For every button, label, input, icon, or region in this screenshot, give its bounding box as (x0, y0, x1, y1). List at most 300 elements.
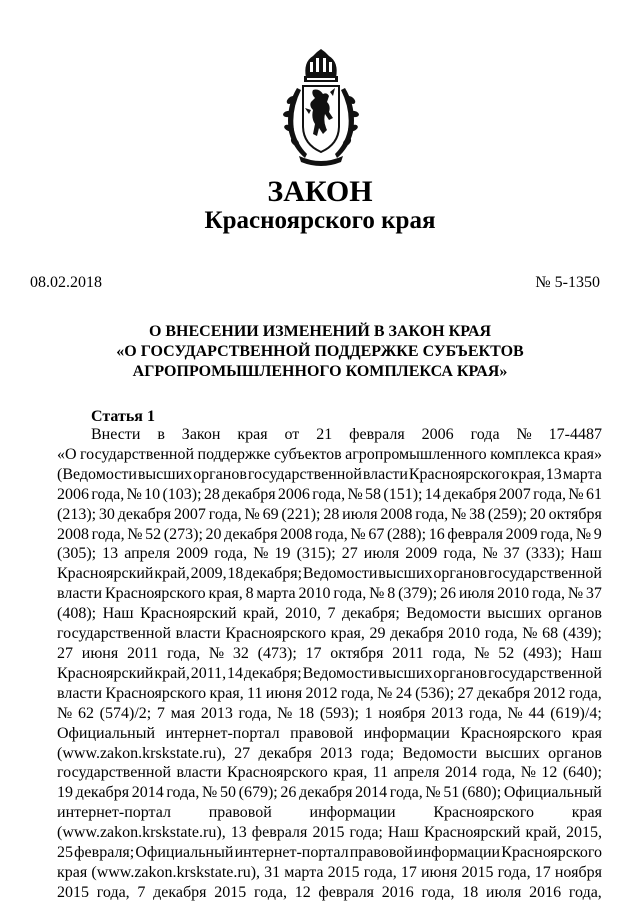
body-word: правовой (208, 804, 272, 822)
krasnoyarsk-coat-of-arms-icon (283, 48, 359, 170)
body-word: высших (487, 605, 542, 623)
body-line (57, 604, 602, 624)
body-word: № (244, 505, 260, 523)
body-word: июля (458, 585, 495, 603)
body-word: года, (482, 764, 516, 782)
body-word: июля (363, 545, 400, 563)
body-word: 8 (387, 585, 396, 603)
body-line (57, 803, 602, 823)
body-word: Ведомости (302, 565, 378, 583)
article-title: Статья 1 (91, 408, 155, 425)
body-word: Ведомости (302, 664, 378, 682)
body-word: года, (340, 684, 374, 702)
body-word: ноября (378, 704, 426, 722)
body-word: 31 (264, 863, 281, 881)
body-word: органов (433, 664, 488, 682)
body-word: интернет-портал (234, 844, 349, 862)
body-word: Закон (181, 426, 221, 443)
body-word: декабря (75, 784, 130, 802)
body-word: 52 (145, 525, 162, 543)
body-word: 2007 (498, 485, 531, 503)
body-word: Официальный (503, 784, 602, 802)
body-word: (103); (162, 485, 202, 503)
body-word: 19 (57, 784, 73, 802)
body-word: 20 (205, 525, 222, 543)
body-word: высших (378, 664, 433, 682)
body-word: интернет-портал (57, 804, 171, 822)
body-word: 2011 (392, 644, 424, 662)
body-word: 2015, (565, 824, 602, 842)
body-word: года, (533, 485, 567, 503)
body-word: 11 (247, 684, 263, 702)
body-word: октября (548, 505, 602, 523)
body-word: 2009 (505, 525, 538, 543)
body-word: года; (360, 744, 395, 762)
body-word: № (253, 545, 269, 563)
body-word: Наш (570, 545, 602, 563)
body-word: декабря (224, 525, 278, 543)
body-word: 14 (424, 485, 441, 503)
body-word: высших (378, 565, 433, 583)
body-word: власти (176, 764, 222, 782)
body-line (57, 544, 602, 564)
body-word: 2014 (131, 784, 164, 802)
heading-line: АГРОПРОМЫШЛЕННОГО КОМПЛЕКСА КРАЯ» (132, 363, 508, 380)
body-word: в (157, 426, 165, 443)
body-word: года, (389, 784, 423, 802)
body-line (57, 704, 602, 724)
heading-line: О ВНЕСЕНИИ ИЗМЕНЕНИЙ В ЗАКОН КРАЯ (148, 323, 492, 340)
body-word: 2006 (421, 426, 454, 443)
body-word: 17 (534, 863, 551, 881)
body-word: (Ведомости (57, 465, 137, 483)
body-word: № (350, 525, 366, 543)
body-word: 37 (503, 545, 520, 563)
body-word: декабря (153, 883, 207, 901)
body-word: 29 (369, 625, 386, 643)
body-word: края, (510, 465, 545, 483)
body-word: 17 (305, 644, 322, 662)
body-word: край, (525, 824, 561, 842)
body-word: 2011, (190, 664, 227, 682)
body-word: года, (468, 704, 502, 722)
body-word: № (347, 485, 363, 503)
body-word: 2009 (176, 545, 209, 563)
body-word: апреля (124, 545, 171, 563)
body-word: 51 (443, 784, 460, 802)
body-word: года, (254, 883, 287, 901)
body-word: Наш (102, 605, 134, 623)
article-body (57, 425, 602, 903)
body-word: органов (193, 465, 247, 483)
body-line (57, 863, 602, 883)
body-word: информации (363, 724, 450, 742)
body-word: марта (284, 863, 324, 881)
body-word: (273); (163, 525, 203, 543)
body-word: № (57, 704, 73, 722)
body-word: 32 (232, 644, 249, 662)
body-word: года, (96, 883, 130, 901)
body-word: года, (421, 883, 455, 901)
body-word: правовой (290, 724, 354, 742)
body-word: правовой (349, 844, 413, 862)
body-word: года, (484, 625, 518, 643)
body-word: 44 (528, 704, 545, 722)
body-word: мая (170, 704, 196, 722)
body-word: 16 (428, 525, 445, 543)
body-word: июня (420, 863, 458, 881)
body-word: край, (154, 565, 190, 583)
body-word: № (202, 784, 218, 802)
body-line (57, 505, 602, 525)
body-word: 2015 (461, 863, 494, 881)
body-word: края, (208, 585, 243, 603)
body-word: № (507, 704, 523, 722)
body-word: 2010, (284, 605, 321, 623)
body-word: декабря; (244, 565, 303, 583)
body-word: 12 (541, 764, 558, 782)
body-word: ноября (554, 863, 602, 881)
body-word: Внести (91, 426, 141, 443)
body-word: Наш (387, 824, 419, 842)
body-word: 14 (227, 664, 244, 682)
body-word: комплекса (490, 445, 561, 463)
body-line (57, 664, 602, 684)
body-word: власти (175, 625, 221, 643)
body-word: (151); (383, 485, 423, 503)
body-word: 2011 (126, 644, 159, 662)
body-word: края (571, 724, 602, 742)
body-word: 2015 (214, 883, 247, 901)
body-word: февраля (318, 883, 375, 901)
body-word: 27 (457, 684, 474, 702)
body-line (57, 644, 602, 664)
body-word: 2009, (190, 565, 227, 583)
body-word: Красноярского (501, 844, 602, 862)
body-word: 12 (294, 883, 311, 901)
body-word: высших (485, 744, 540, 762)
body-line (57, 763, 602, 783)
body-word: 2013 (320, 744, 353, 762)
body-word: 11 (372, 764, 389, 782)
body-word: года, (415, 505, 449, 523)
body-word: 68 (542, 625, 559, 643)
body-word: края (57, 863, 88, 881)
body-word: 8 (245, 585, 254, 603)
body-word: 58 (365, 485, 382, 503)
body-word: 17 (400, 863, 417, 881)
body-word: 9 (593, 525, 602, 543)
body-word: (221); (281, 505, 321, 523)
body-word: 2013 (431, 704, 464, 722)
body-word: 7 (156, 704, 165, 722)
body-word: февраля (349, 426, 405, 443)
body-word: 2008 (57, 525, 89, 543)
body-word: власти (362, 465, 408, 483)
body-word: «О (57, 445, 77, 463)
body-word: (288); (386, 525, 427, 543)
body-word: власти (57, 585, 103, 603)
body-word: края, (209, 684, 244, 702)
body-word: № (567, 585, 584, 603)
body-word: 50 (219, 784, 236, 802)
body-word: года, (333, 585, 367, 603)
body-line (57, 783, 602, 803)
body-word: декабря (117, 505, 172, 523)
body-word: (www.zakon.krskstate.ru), (57, 744, 226, 762)
body-word: (439); (562, 625, 602, 643)
body-word: 28 (323, 505, 340, 523)
body-word: № (126, 485, 142, 503)
body-word: № (568, 485, 584, 503)
body-word: № (127, 525, 143, 543)
body-word: года, (167, 644, 201, 662)
body-word: (379); (398, 585, 438, 603)
body-line (57, 883, 602, 903)
body-word: № (482, 545, 498, 563)
body-word: 2013 (200, 704, 233, 722)
body-word: (473); (257, 644, 297, 662)
body-line (57, 425, 602, 445)
body-word: 24 (395, 684, 412, 702)
body-word: года, (214, 545, 248, 563)
body-line (57, 445, 602, 465)
body-word: Официальный (57, 724, 156, 742)
law-region: Красноярского края (204, 207, 436, 234)
body-word: 38 (469, 505, 486, 523)
body-line (57, 724, 602, 744)
body-word: Красноярский (57, 664, 154, 682)
body-word: государственной (487, 664, 602, 682)
body-word: (213); (57, 505, 97, 523)
body-word: Красноярского (225, 625, 327, 643)
body-word: органов (433, 565, 488, 583)
body-word: информации (309, 804, 396, 822)
body-word: 2006 (277, 485, 310, 503)
body-word: декабря (258, 744, 312, 762)
body-word: (679); (238, 784, 278, 802)
body-word: 2012 (305, 684, 338, 702)
body-word: 2015 (312, 824, 345, 842)
body-word: года, (208, 505, 242, 523)
body-word: (305); (57, 545, 97, 563)
body-word: 18 (227, 565, 244, 583)
body-word: июля (485, 883, 522, 901)
body-word: года, (432, 644, 466, 662)
body-word: край, (154, 664, 190, 682)
body-word: 2006 (57, 485, 89, 503)
body-word: года, (363, 863, 397, 881)
body-word: 61 (585, 485, 602, 503)
body-word: года, (568, 684, 602, 702)
body-word: 1 (364, 704, 373, 722)
body-word: Красноярский (423, 824, 521, 842)
body-word: 10 (144, 485, 161, 503)
body-word: 2012 (533, 684, 566, 702)
body-word: от (284, 426, 300, 443)
body-word: № (425, 784, 441, 802)
law-number: № 5-1350 (535, 274, 600, 291)
body-word: информации (414, 844, 501, 862)
body-word: Наш (570, 644, 602, 662)
body-line (57, 684, 602, 704)
body-word: № (474, 644, 490, 662)
body-word: (619)/4; (550, 704, 602, 722)
body-word: № (520, 764, 536, 782)
body-word: (www.zakon.krskstate.ru), (57, 824, 226, 842)
heading-line: «О ГОСУДАРСТВЕННОЙ ПОДДЕРЖКЕ СУБЪЕКТОВ (116, 343, 524, 360)
body-word: 18 (462, 883, 479, 901)
body-word: края, (333, 764, 368, 782)
body-word: края (571, 804, 602, 822)
body-word: Красноярский (140, 605, 237, 623)
body-word: 21 (316, 426, 333, 443)
body-word: государственной (57, 625, 172, 643)
body-line (57, 465, 602, 485)
body-word: декабря (476, 684, 531, 702)
body-word: (680); (462, 784, 502, 802)
body-word: № (377, 684, 393, 702)
body-word: 25 (57, 844, 73, 862)
body-word: 17-4487 (548, 426, 602, 443)
body-word: года, (443, 545, 477, 563)
body-word: (536); (415, 684, 455, 702)
body-word: (574)/2; (99, 704, 152, 722)
body-word: государственной (247, 465, 362, 483)
body-word: (493); (522, 644, 563, 662)
body-line (57, 624, 602, 644)
body-word: 28 (203, 485, 220, 503)
body-word: 2014 (355, 784, 388, 802)
body-word: декабря (222, 485, 276, 503)
body-word: 2010 (497, 585, 530, 603)
body-word: октября (330, 644, 384, 662)
body-word: Красноярский (57, 565, 154, 583)
body-line (57, 525, 602, 545)
body-word: года, (314, 525, 348, 543)
body-word: № (369, 585, 385, 603)
body-word: 2016 (529, 883, 562, 901)
body-word: субъектов (273, 445, 342, 463)
body-word: года, (91, 525, 125, 543)
body-word: 52 (498, 644, 515, 662)
body-line (57, 843, 602, 863)
body-line (57, 485, 602, 505)
body-word: (408); (57, 605, 97, 623)
body-word: государственной (487, 565, 602, 583)
body-word: государственной (80, 445, 195, 463)
body-word: Красноярского (460, 724, 562, 742)
body-word: 13 (230, 824, 247, 842)
body-word: 19 (274, 545, 291, 563)
body-word: февраля (251, 824, 308, 842)
body-word: 26 (280, 784, 297, 802)
body-word: 27 (57, 644, 73, 662)
body-word: февраля; (74, 844, 135, 862)
body-word: (640); (562, 764, 602, 782)
body-word: года, (166, 784, 200, 802)
body-word: 26 (440, 585, 457, 603)
body-word: № (277, 704, 293, 722)
body-word: Красноярского (104, 585, 206, 603)
body-word: край, (243, 605, 279, 623)
body-word: края, (330, 625, 365, 643)
body-word: поддержке (197, 445, 271, 463)
body-word: года, (238, 704, 272, 722)
body-word: года, (568, 883, 602, 901)
body-word: 27 (234, 744, 251, 762)
body-word: Ведомости (402, 744, 478, 762)
body-word: 13 (545, 465, 562, 483)
body-word: 13 (102, 545, 119, 563)
body-word: 2015 (57, 883, 89, 901)
body-word: 2010 (298, 585, 331, 603)
body-word: (www.zakon.krskstate.ru), (91, 863, 261, 881)
body-word: марта (562, 465, 602, 483)
body-word: органов (548, 605, 602, 623)
law-date: 08.02.2018 (30, 274, 102, 291)
body-word: 2015 (327, 863, 360, 881)
body-word: года, (312, 485, 346, 503)
body-word: 2010 (448, 625, 481, 643)
body-word: 2014 (444, 764, 477, 782)
body-word: февраля (447, 525, 503, 543)
body-word: интернет-портал (165, 724, 280, 742)
body-word: 37 (585, 585, 602, 603)
law-heading (0, 322, 640, 382)
body-word: № (522, 625, 538, 643)
body-line (57, 823, 602, 843)
body-word: (333); (525, 545, 565, 563)
body-word: 30 (98, 505, 115, 523)
body-word: 2008 (380, 505, 413, 523)
body-word: (315); (296, 545, 336, 563)
body-word: № (450, 505, 467, 523)
body-word: 27 (341, 545, 358, 563)
body-word: 2016 (381, 883, 414, 901)
body-line (57, 564, 602, 584)
body-word: декабря (299, 784, 353, 802)
body-word: года (470, 426, 500, 443)
body-word: июля (342, 505, 378, 523)
body-word: (259); (487, 505, 527, 523)
body-word: 7 (327, 605, 336, 623)
body-word: № (208, 644, 225, 662)
body-word: года, (532, 585, 565, 603)
body-word: 67 (368, 525, 385, 543)
body-word: года, (91, 485, 125, 503)
body-word: Красноярского (105, 684, 207, 702)
body-word: 7 (137, 883, 146, 901)
body-word: марта (256, 585, 296, 603)
body-word: Красноярского (408, 465, 510, 483)
body-word: агропромышленного (345, 445, 487, 463)
body-word: 20 (529, 505, 546, 523)
body-word: 2009 (405, 545, 438, 563)
body-word: июня (265, 684, 303, 702)
body-word: края (237, 426, 268, 443)
body-word: Красноярского (433, 804, 535, 822)
body-word: года; (349, 824, 383, 842)
body-word: высших (137, 465, 193, 483)
body-word: 62 (77, 704, 94, 722)
body-word: (593); (319, 704, 359, 722)
body-word: Красноярского (226, 764, 328, 782)
body-word: власти (57, 684, 103, 702)
body-word: государственной (57, 764, 172, 782)
body-word: года, (497, 863, 531, 881)
body-word: апреля (393, 764, 440, 782)
